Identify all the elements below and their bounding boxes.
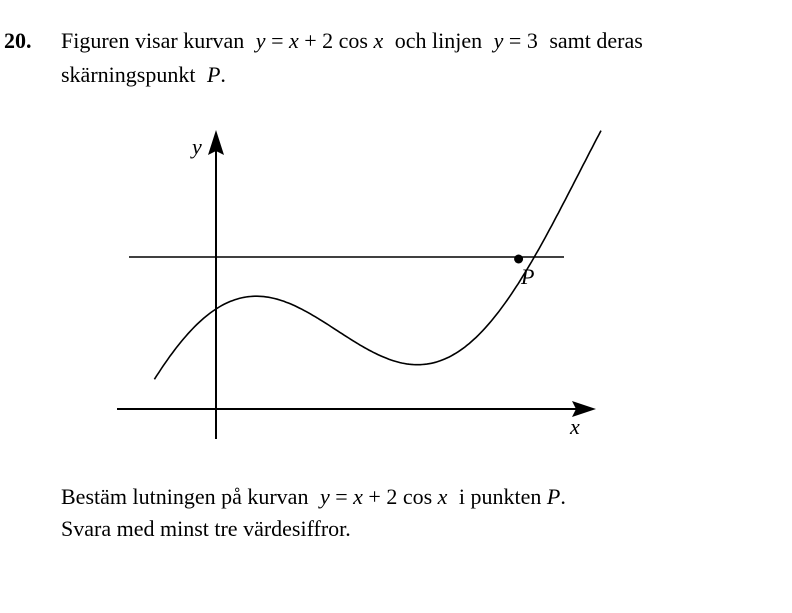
period: . <box>220 62 226 87</box>
question-line-1 <box>61 484 566 510</box>
intersection-point-p <box>514 255 523 264</box>
intro-text-3: samt deras <box>549 28 643 53</box>
point-p-label: P <box>521 264 535 289</box>
line-eq-value: 3 <box>526 28 538 53</box>
question-text-2: i punkten <box>458 484 542 509</box>
eq-y: y <box>255 28 266 53</box>
intro-text-2: och linjen <box>394 28 483 53</box>
q-eq-plus: + <box>368 484 381 509</box>
problem-number: 20. <box>4 28 32 53</box>
x-axis-label: x <box>570 414 580 439</box>
q-eq-y: y <box>319 484 330 509</box>
intro-text-4: skärningspunkt <box>61 62 196 87</box>
intro-text-1: Figuren visar kurvan <box>61 28 245 53</box>
q-eq-x: x <box>353 484 363 509</box>
question-text-1: Bestäm lutningen på kurvan <box>61 484 309 509</box>
q-eq-x2: x <box>437 484 448 509</box>
line-eq-y: y <box>493 28 504 53</box>
eq-x2: x <box>373 28 384 53</box>
q-point-name: P <box>546 484 561 509</box>
y-axis-label: y <box>192 134 202 159</box>
q-eq-two-cos: 2 cos <box>386 484 433 509</box>
q-period: . <box>560 484 566 509</box>
answer-instruction: Svara med minst tre värdesiffror. <box>61 516 351 541</box>
line-eq-equals: = <box>508 28 522 53</box>
point-name: P <box>206 62 221 87</box>
eq-x: x <box>288 28 299 53</box>
eq-two-cos: 2 cos <box>322 28 368 53</box>
eq-equals: = <box>271 28 284 53</box>
curve-x-plus-2cos-x <box>154 131 601 380</box>
eq-plus: + <box>304 28 317 53</box>
q-eq-equals: = <box>335 484 348 509</box>
